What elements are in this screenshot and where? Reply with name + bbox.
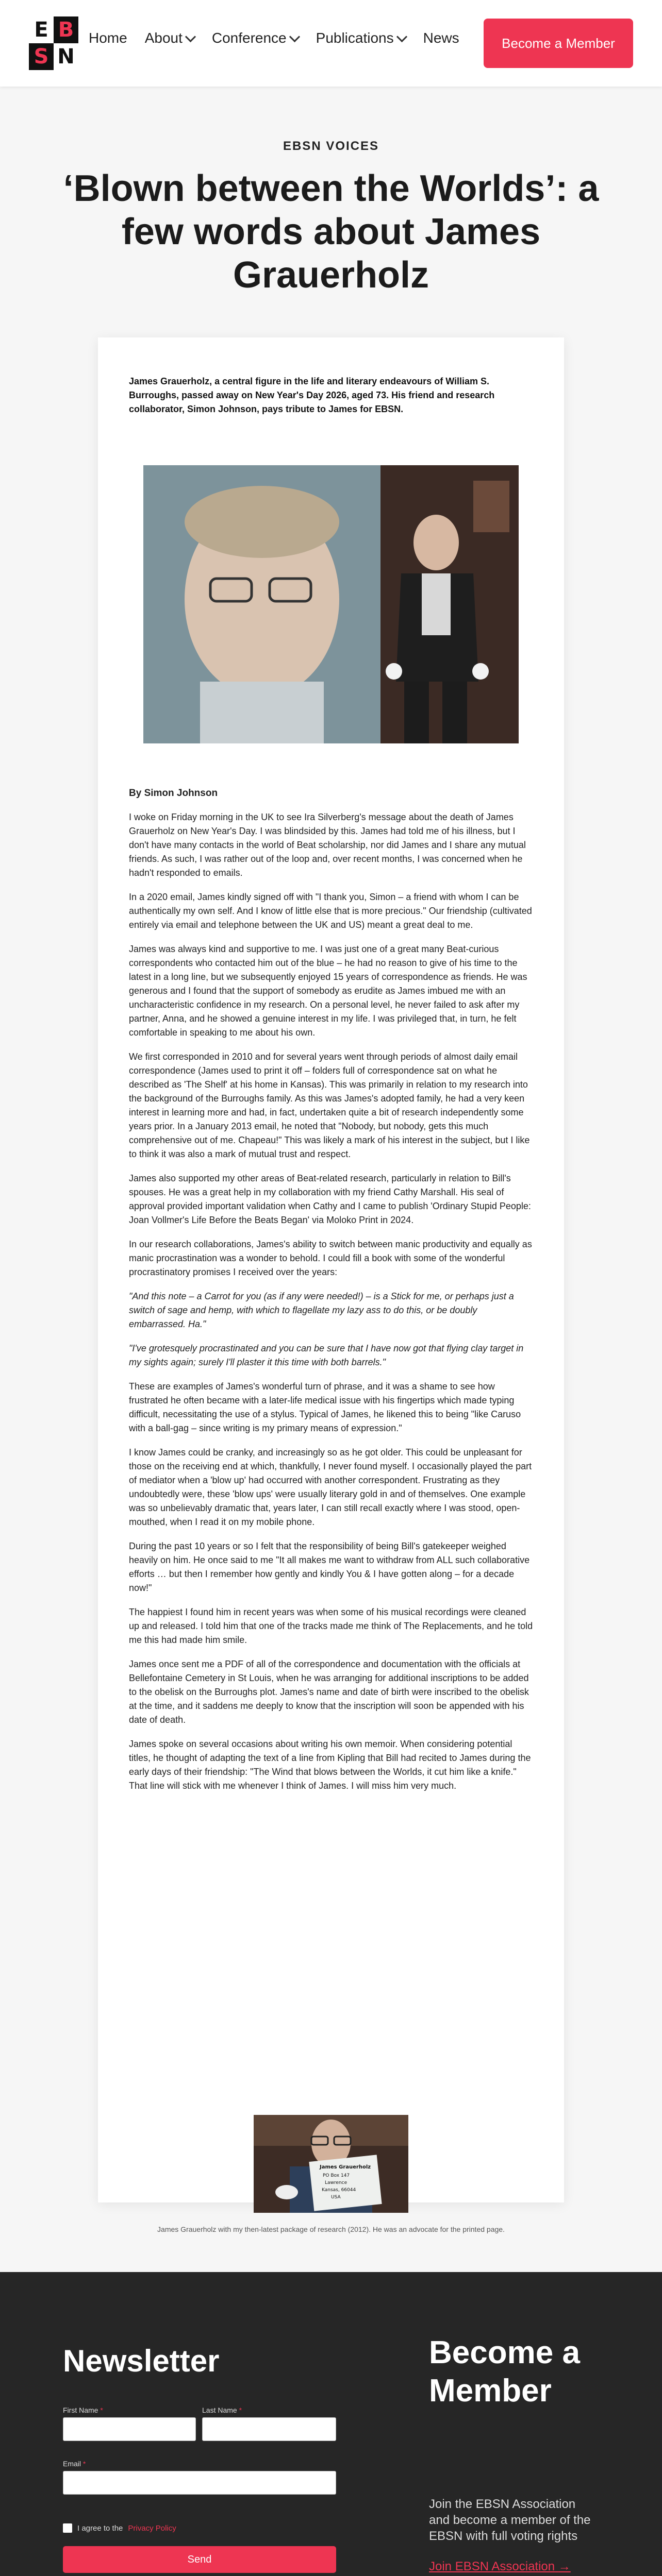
first-name-input[interactable]: [63, 2417, 196, 2441]
member-text: Join the EBSN Association and become a member of the EBSN with full voting rights: [429, 2497, 591, 2543]
article-paragraph: These are examples of James's wonderful turn of phrase, and it was a shame to see how frustrated he often became with a later-life medical issue with his fingertips which made typing difficult, necessitating the use of a stylus. Typical of James, he likened this to being "like Caruso with a ball-gag – since writing is my primary means of expression.": [129, 1381, 521, 1433]
photo-illustration: [143, 465, 519, 743]
nav-conference-label: Conference: [211, 30, 287, 46]
article-photo-package: [254, 2115, 408, 2213]
chevron-down-icon: [289, 31, 300, 42]
article-photo-grauerholz: [143, 465, 519, 743]
article-paragraph: In our research collaborations, James's ability to switch between manic productivity and equally as manic procrastination was a wonder to behold. I could fill a book with some of the wonderful procrastinatory promises I received over the years:: [129, 1239, 532, 1277]
article-card: [98, 337, 564, 2233]
email-label: [63, 2460, 86, 2468]
arrow-right-icon: →: [558, 2560, 571, 2573]
article-paragraph: James also supported my other areas of Beat-related research, particularly in relation to Bill's spouses. He was a great help in my collaboration with my friend Cathy Marshall. His seal of approval provided important validation when Cathy and I came to publish 'Ordinary Stupid People: Joan Vollmer's Life Before the Beats Began' via Moloko Print in 2024.: [129, 1173, 531, 1225]
chevron-down-icon: [396, 31, 407, 42]
last-name-label-text: Last Name: [202, 2406, 237, 2414]
article-paragraph: During the past 10 years or so I felt that the responsibility of being Bill's gatekeeper weighed heavily on him. He once said to me "It all makes me want to withdraw from ALL such collaborative efforts … but then I remember how gently and kindly You & I have gotten along – for a decade now!": [129, 1541, 530, 1593]
logo-letter-e: E: [29, 16, 54, 43]
privacy-consent: [63, 2523, 176, 2533]
become-member-button[interactable]: Become a Member: [484, 19, 633, 68]
nav-conference[interactable]: [212, 30, 299, 46]
member-title: Become a Member: [429, 2335, 580, 2409]
first-name-label: [63, 2406, 103, 2414]
newsletter-send-button[interactable]: Send: [63, 2546, 336, 2573]
article-category[interactable]: EBSN VOICES: [283, 139, 379, 153]
article-lead: James Grauerholz, a central figure in the life and literary endeavours of William S. Burroughs, passed away on New Year's Day 2026, aged 73. His friend and research collaborator, Simon Johnson, pays tribute to James for EBSN.: [129, 376, 495, 414]
article-paragraph: The happiest I found him in recent years was when some of his musical recordings were cleaned up and released. I told him that one of the tracks made me think of The Replacements, and he told me this had made him smile.: [129, 1607, 533, 1645]
site-logo[interactable]: [29, 16, 78, 70]
required-mark: *: [82, 2460, 86, 2468]
nav-about-label: About: [144, 30, 183, 46]
nav-home-label: Home: [89, 30, 127, 46]
photo2-illustration: [254, 2115, 408, 2213]
article-paragraph: James spoke on several occasions about writing his own memoir. When considering potential titles, he thought of adapting the text of a line from Kipling that Bill had recited to James during the early days of their friendship: "The Wind that blows between the Worlds, it cut him like a knife." That line will stick with me whenever I think of James. I will miss him very much.: [129, 1739, 531, 1791]
article-title: ‘Blown between the Worlds’: a few words about James Grauerholz: [63, 168, 599, 296]
email-label-text: Email: [63, 2460, 81, 2468]
nav-publications-label: Publications: [316, 30, 394, 46]
nav-home[interactable]: [89, 30, 127, 46]
first-name-label-text: First Name: [63, 2406, 98, 2414]
photo2-sign-line: PO Box 147: [323, 2173, 350, 2178]
email-input[interactable]: [63, 2471, 336, 2495]
site-footer: [0, 2272, 662, 2576]
last-name-label: [202, 2406, 242, 2414]
article-body: [129, 810, 533, 1803]
article-paragraph: In a 2020 email, James kindly signed off with "I thank you, Simon – a friend with whom I can be authentically my own self. And I know of little else that is more precious." Our friendship (cultivated entirely via email and telephone between the UK and US) meant a great deal to me.: [129, 892, 532, 930]
nav-news-label: News: [423, 30, 459, 46]
article-paragraph: James once sent me a PDF of all of the correspondence and documentation with the officials at Bellefontaine Cemetery in St Louis, when he was arranging for additional inscriptions to be added to the obelisk on the Burroughs plot. James's name and date of birth were inscribed to the obelisk at the time, and it saddens me deeply to know that the inscription will soon be appended with his date of death.: [129, 1659, 529, 1725]
logo-letter-n: N: [54, 43, 78, 70]
join-association-link[interactable]: [429, 2560, 571, 2574]
article-quote: "I've grotesquely procrastinated and you can be sure that I have now got that flying clay target in my sights again; surely I'll plaster it this time with both barrels.": [129, 1343, 524, 1367]
privacy-consent-text: I agree to the: [77, 2523, 123, 2533]
article-hero: [0, 87, 662, 297]
logo-letter-b: B: [54, 16, 78, 43]
photo2-sign-line: James Grauerholz: [320, 2164, 371, 2170]
privacy-policy-link[interactable]: Privacy Policy: [128, 2523, 176, 2533]
article-paragraph: James was always kind and supportive to me. I was just one of a great many Beat-curious correspondents who contacted him out of the blue – he had no reason to give of his time to the latest in a long line, but we subsequently enjoyed 15 years of correspondence as friends. He was generous and I found that the support of somebody as erudite as James imbued me with an uncharacteristic confidence in my research. On a personal level, he never failed to ask after my partner, Anna, and he showed a genuine interest in my life. I was privileged that, in turn, he felt comfortable in speaking to me about his own.: [129, 944, 527, 1038]
article-paragraph: I woke on Friday morning in the UK to see Ira Silverberg's message about the death of James Grauerholz on New Year's Day. I was blindsided by this. James had told me of his illness, but I don't have many contacts in the world of Beat scholarship, nor did James and I share any mutual friends. As such, I was rather out of the loop and, over recent months, I was concerned when he hadn't responded to emails.: [129, 812, 526, 878]
nav-publications[interactable]: [316, 30, 406, 46]
nav-about[interactable]: [145, 30, 194, 46]
last-name-input[interactable]: [202, 2417, 336, 2441]
photo2-sign-line: USA: [331, 2195, 341, 2200]
nav-news[interactable]: [423, 30, 459, 46]
logo-letter-s: S: [29, 43, 54, 70]
chevron-down-icon: [185, 31, 196, 42]
article-byline: By Simon Johnson: [129, 788, 218, 799]
article-paragraph: We first corresponded in 2010 and for several years went through periods of almost daily email correspondence (James used to print it off – folders full of correspondence sat on what he described as 'The Shelf' at his home in Kansas). This was primarily in relation to my research into the background of the Burroughs family. As this was James's adopted family, he had a very keen interest in learning more and had, in fact, undertaken quite a bit of research independently some years prior. In a January 2013 email, he noted that "Nobody, but nobody, gets this much comprehensive out of me. Chapeau!" This was likely a mark of his interest in the subject, but I like to think it was also a mark of mutual trust and respect.: [129, 1052, 530, 1159]
join-association-label: Join EBSN Association: [429, 2560, 555, 2573]
newsletter-title: Newsletter: [63, 2344, 220, 2378]
site-header: [0, 0, 662, 87]
privacy-checkbox[interactable]: [63, 2523, 72, 2533]
article-paragraph: I know James could be cranky, and increasingly so as he got older. This could be unpleasant for those on the receiving end at which, thankfully, I never found myself. I occasionally played the part of mediator when a 'blow up' had occurred with another correspondent. Frustrating as they undoubtedly were, these 'blow ups' were usually literary gold in and of themselves. One example was so unbelievably dramatic that, years later, I can still recall exactly where I was stood, open-mouthed, when I read it on my mobile phone.: [129, 1447, 532, 1527]
photo-caption: James Grauerholz with my then-latest package of research (2012). He was an advocate for the printed page.: [157, 2225, 505, 2233]
required-mark: *: [100, 2406, 103, 2414]
article-quote: "And this note – a Carrot for you (as if any were needed!) – is a Stick for me, or perhaps just a switch of sage and hemp, with which to flagellate my lazy ass to do this, or be doubly embarrassed. Ha.": [129, 1291, 514, 1329]
main-nav: [89, 30, 459, 46]
photo2-sign-line: Kansas, 66044: [322, 2188, 356, 2193]
required-mark: *: [239, 2406, 242, 2414]
photo2-sign-line: Lawrence: [325, 2180, 347, 2185]
